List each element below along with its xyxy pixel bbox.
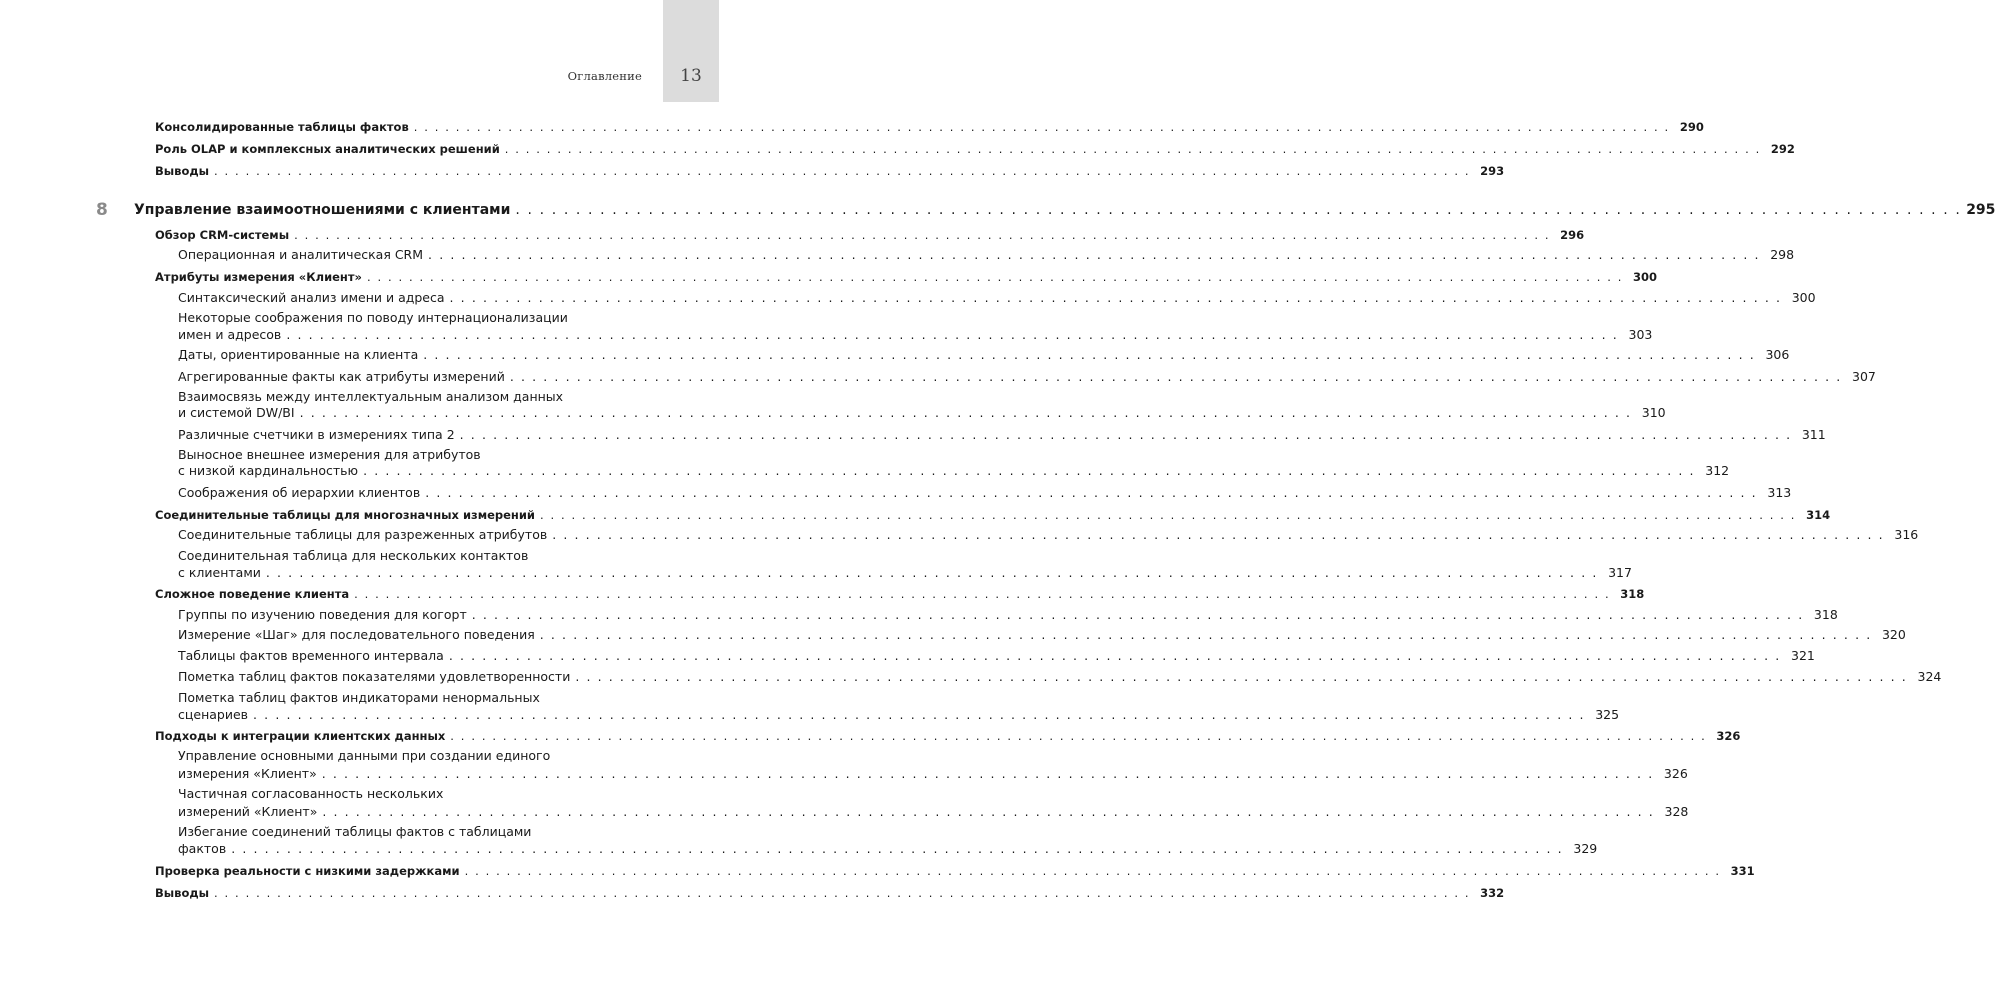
toc-entry-title: Различные счетчики в измерениях типа 2 <box>178 427 455 442</box>
toc-leader-dots: . . . . . . . . . . . . . . . . . . . . . . . . . . . . . . . . . . . . . . . . . . . . . . . . . . . . . . . . . . . . . . . . . . . . . . . . . . . . . . . . . . . . . . . . . . . . . . . . . . . . . . . . . . . . . . . . . . . . . . . . <box>540 508 1797 522</box>
toc-section-entry[interactable] <box>155 120 1704 134</box>
toc-leader-dots: . . . . . . . . . . . . . . . . . . . . . . . . . . . . . . . . . . . . . . . . . . . . . . . . . . . . . . . . . . . . . . . . . . . . . . . . . . . . . . . . . . . . . . . . . . . . . . . . . . . . . . . . . . . . . . . . . . . . . . . . <box>322 804 1655 819</box>
toc-entry-title: Пометка таблиц фактов показателями удовлетворенности <box>178 669 571 684</box>
toc-page-number: 300 <box>1791 290 1816 305</box>
toc-entry-title: измерений «Клиент» <box>178 804 318 819</box>
toc-page-number: 311 <box>1801 427 1826 442</box>
toc-page-number: 316 <box>1894 527 1919 542</box>
toc-entry-title: измерения «Клиент» <box>178 766 317 781</box>
toc-page-number: 313 <box>1767 485 1792 500</box>
toc-subsection-entry[interactable] <box>178 707 1620 722</box>
toc-leader-dots: . . . . . . . . . . . . . . . . . . . . . . . . . . . . . . . . . . . . . . . . . . . . . . . . . . . . . . . . . . . . . . . . . . . . . . . . . . . . . . . . . . . . . . . . . . . . . . . . . . . . . . . . . . . . . . . . . . . . . . . . <box>425 485 1758 500</box>
toc-section-entry[interactable] <box>155 587 1645 601</box>
toc-subsection-entry[interactable] <box>178 804 1689 819</box>
toc-entry-title: Выводы <box>155 886 210 900</box>
toc-entry-title: Синтаксический анализ имени и адреса <box>178 290 445 305</box>
toc-subsection-entry[interactable] <box>178 627 1906 642</box>
toc-page-number: 298 <box>1770 247 1795 262</box>
page-number: 13 <box>680 66 702 86</box>
toc-entry-title: Подходы к интеграции клиентских данных <box>155 729 446 743</box>
toc-entry-title: Даты, ориентированные на клиента <box>178 347 419 362</box>
toc-page-number: 320 <box>1881 627 1906 642</box>
toc-page-number: 328 <box>1664 804 1689 819</box>
toc-leader-dots: . . . . . . . . . . . . . . . . . . . . . . . . . . . . . . . . . . . . . . . . . . . . . . . . . . . . . . . . . . . . . . . . . . . . . . . . . . . . . . . . . . . . . . . . . . . . . . . . . . . . . . . . . . . . . . . . . . . . . . . . <box>253 707 1586 722</box>
toc-entry-title: сценариев <box>178 707 249 722</box>
toc-entry-title: Соображения об иерархии клиентов <box>178 485 421 500</box>
toc-leader-dots: . . . . . . . . . . . . . . . . . . . . . . . . . . . . . . . . . . . . . . . . . . . . . . . . . . . . . . . . . . . . . . . . . . . . . . . . . . . . . . . . . . . . . . . . . . . . . . . . . . . . . . . . . . . . . . . . . . . . . . . . <box>354 587 1611 601</box>
toc-entry-title: Сложное поведение клиента <box>155 587 350 601</box>
toc-entry-title: Проверка реальности с низкими задержками <box>155 864 460 878</box>
toc-page-number: 303 <box>1628 327 1653 342</box>
toc-leader-dots: . . . . . . . . . . . . . . . . . . . . . . . . . . . . . . . . . . . . . . . . . . . . . . . . . . . . . . . . . . . . . . . . . . . . . . . . . . . . . . . . . . . . . . . . . . . . . . . . . . . . . . . . . . . . . . . . . . . . . . . . <box>294 228 1551 242</box>
toc-page-number: 310 <box>1641 405 1666 420</box>
toc-entry-title: и системой DW/BI <box>178 405 295 420</box>
toc-page-number: 317 <box>1608 565 1632 580</box>
toc-page-number: 318 <box>1620 587 1645 601</box>
toc-entry-title: с низкой кардинальностью <box>178 463 359 478</box>
toc-entry-title: фактов <box>178 841 227 856</box>
toc-leader-dots: . . . . . . . . . . . . . . . . . . . . . . . . . . . . . . . . . . . . . . . . . . . . . . . . . . . . . . . . . . . . . . . . . . . . . . . . . . . . . . . . . . . . . . . . . . . . . . . . . . . . . . . . . . . . . . . . . . . . . . . . <box>471 607 1804 622</box>
toc-page-number: 326 <box>1663 766 1688 781</box>
toc-entry-title: Соединительные таблицы для многозначных измерений <box>155 508 535 522</box>
toc-section-entry[interactable] <box>155 508 1831 522</box>
toc-entry-text-line: Пометка таблиц фактов индикаторами ненормальных <box>178 690 540 705</box>
toc-leader-dots: . . . . . . . . . . . . . . . . . . . . . . . . . . . . . . . . . . . . . . . . . . . . . . . . . . . . . . . . . . . . . . . . . . . . . . . . . . . . . . . . . . . . . . . . . . . . . . . . . . . . . . . . . . . . . . . . . . . . . . . . <box>464 864 1721 878</box>
toc-page-number: 295 <box>1966 202 1995 218</box>
toc-page-number: 307 <box>1852 369 1876 384</box>
toc-leader-dots: . . . . . . . . . . . . . . . . . . . . . . . . . . . . . . . . . . . . . . . . . . . . . . . . . . . . . . . . . . . . . . . . . . . . . . . . . . . . . . . . . . . . . . . . . . . . . . . . . . . . . . . . . . . . . . . . . . . . . . . . <box>366 270 1624 284</box>
toc-leader-dots: . . . . . . . . . . . . . . . . . . . . . . . . . . . . . . . . . . . . . . . . . . . . . . . . . . . . . . . . . . . . . . . . . . . . . . . . . . . . . . . . . . . . . . . . . . . . . . . . . . . . . . . . . . . . . . . . . . . . . . . . <box>286 327 1619 342</box>
toc-subsection-entry[interactable] <box>178 327 1653 342</box>
toc-entry-title: Измерение «Шаг» для последовательного поведения <box>178 627 535 642</box>
toc-page-number: 314 <box>1806 508 1831 522</box>
toc-entry-title: Роль OLAP и комплексных аналитических решений <box>155 142 500 156</box>
toc-page-number: 306 <box>1765 347 1790 362</box>
toc-subsection-entry[interactable] <box>178 527 1919 542</box>
toc-section-entry[interactable] <box>155 270 1658 284</box>
chapter-number: 8 <box>96 200 108 220</box>
toc-entry-text-line: Избегание соединений таблицы фактов с таблицами <box>178 824 532 839</box>
toc-leader-dots: . . . . . . . . . . . . . . . . . . . . . . . . . . . . . . . . . . . . . . . . . . . . . . . . . . . . . . . . . . . . . . . . . . . . . . . . . . . . . . . . . . . . . . . . . . . . . . . . . . . . . . . . . . . . . . . . . . . . . . . . <box>423 347 1756 362</box>
toc-entry-text-line: Некоторые соображения по поводу интернационализации <box>178 310 568 325</box>
toc-section-entry[interactable] <box>155 864 1755 878</box>
toc-subsection-entry[interactable] <box>178 347 1790 362</box>
toc-leader-dots: . . . . . . . . . . . . . . . . . . . . . . . . . . . . . . . . . . . . . . . . . . . . . . . . . . . . . . . . . . . . . . . . . . . . . . . . . . . . . . . . . . . . . . . . . . . . . . . . . . . . . . . . . . . . . . . . . . . . . . . . <box>413 120 1670 134</box>
toc-subsection-entry[interactable] <box>178 766 1688 781</box>
toc-subsection-entry[interactable] <box>178 290 1816 305</box>
toc-entry-title: Консолидированные таблицы фактов <box>155 120 409 134</box>
toc-subsection-entry[interactable] <box>178 669 1942 684</box>
toc-page-number: 293 <box>1480 164 1505 178</box>
toc-subsection-entry[interactable] <box>178 405 1666 420</box>
toc-leader-dots: . . . . . . . . . . . . . . . . . . . . . . . . . . . . . . . . . . . . . . . . . . . . . . . . . . . . . . . . . . . . . . . . . . . . . . . . . . . . . . . . . . . . . . . . . . . . . . . . . . . . . . . . . . . . . . . . . . . . . . . . <box>504 142 1761 156</box>
toc-entry-title: Группы по изучению поведения для когорт <box>178 607 467 622</box>
toc-page-number: 326 <box>1716 729 1741 743</box>
toc-leader-dots: . . . . . . . . . . . . . . . . . . . . . . . . . . . . . . . . . . . . . . . . . . . . . . . . . . . . . . . . . . . . . . . . . . . . . . . . . . . . . . . . . . . . . . . . . . . . . . . . . . . . . . . . . . . . . . . . . . . . . . . . <box>552 527 1885 542</box>
toc-entry-text-line: Частичная согласованность нескольких <box>178 786 444 801</box>
toc-entry-title: Атрибуты измерения «Клиент» <box>155 270 362 284</box>
toc-entry-title: Выводы <box>155 164 210 178</box>
toc-entry-text-line: Соединительная таблица для нескольких контактов <box>178 548 529 563</box>
toc-subsection-entry[interactable] <box>178 648 1815 663</box>
toc-entry-title: Обзор CRM-системы <box>155 228 290 242</box>
toc-entry-title: Агрегированные факты как атрибуты измерений <box>178 369 505 384</box>
toc-page-number: 321 <box>1791 648 1815 663</box>
toc-leader-dots: . . . . . . . . . . . . . . . . . . . . . . . . . . . . . . . . . . . . . . . . . . . . . . . . . . . . . . . . . . . . . . . . . . . . . . . . . . . . . . . . . . . . . . . . . . . . . . . . . . . . . . . . . . . . . . . . . . . . . . . . <box>214 886 1471 900</box>
toc-page-number: 318 <box>1813 607 1838 622</box>
toc-leader-dots: . . . . . . . . . . . . . . . . . . . . . . . . . . . . . . . . . . . . . . . . . . . . . . . . . . . . . . . . . . . . . . . . . . . . . . . . . . . . . . . . . . . . . . . . . . . . . . . . . . . . . . . . . . . . . . . . . . . . . . . . <box>459 427 1792 442</box>
toc-section-entry[interactable] <box>155 886 1505 900</box>
toc-page-number: 296 <box>1560 228 1585 242</box>
toc-subsection-entry[interactable] <box>178 247 1795 262</box>
toc-leader-dots: . . . . . . . . . . . . . . . . . . . . . . . . . . . . . . . . . . . . . . . . . . . . . . . . . . . . . . . . . . . . . . . . . . . . . . . . . . . . . . . . . . . . . . . . . . . . . . . . . . . . . . . . . . . . . . . . . . . . . . . . <box>509 369 1842 384</box>
toc-subsection-entry[interactable] <box>178 463 1730 478</box>
toc-page-number: 300 <box>1633 270 1658 284</box>
toc-page-number: 332 <box>1480 886 1505 900</box>
toc-section-entry[interactable] <box>155 228 1585 242</box>
toc-chapter-entry[interactable] <box>134 202 1995 218</box>
toc-leader-dots: . . . . . . . . . . . . . . . . . . . . . . . . . . . . . . . . . . . . . . . . . . . . . . . . . . . . . . . . . . . . . . . . . . . . . . . . . . . . . . . . . . . . . . . . . . . . . . . . . . . . . . . . . . . . . . . . . . . . . . . . <box>515 202 1962 218</box>
toc-leader-dots: . . . . . . . . . . . . . . . . . . . . . . . . . . . . . . . . . . . . . . . . . . . . . . . . . . . . . . . . . . . . . . . . . . . . . . . . . . . . . . . . . . . . . . . . . . . . . . . . . . . . . . . . . . . . . . . . . . . . . . . . <box>448 648 1781 663</box>
toc-leader-dots: . . . . . . . . . . . . . . . . . . . . . . . . . . . . . . . . . . . . . . . . . . . . . . . . . . . . . . . . . . . . . . . . . . . . . . . . . . . . . . . . . . . . . . . . . . . . . . . . . . . . . . . . . . . . . . . . . . . . . . . . <box>575 669 1908 684</box>
toc-entry-title: Таблицы фактов временного интервала <box>178 648 444 663</box>
toc-entry-text-line: Управление основными данными при создании единого <box>178 748 551 763</box>
toc-entry-title: с клиентами <box>178 565 261 580</box>
toc-section-entry[interactable] <box>155 142 1795 156</box>
toc-entry-title: Управление взаимоотношениями с клиентами <box>134 202 511 218</box>
toc-page-number: 325 <box>1595 707 1620 722</box>
toc-page-number: 331 <box>1730 864 1755 878</box>
toc-subsection-entry[interactable] <box>178 565 1632 580</box>
toc-entry-text-line: Взаимосвязь между интеллектуальным анализом данных <box>178 389 564 404</box>
toc-leader-dots: . . . . . . . . . . . . . . . . . . . . . . . . . . . . . . . . . . . . . . . . . . . . . . . . . . . . . . . . . . . . . . . . . . . . . . . . . . . . . . . . . . . . . . . . . . . . . . . . . . . . . . . . . . . . . . . . . . . . . . . . <box>450 729 1707 743</box>
toc-page-number: 324 <box>1917 669 1942 684</box>
toc-leader-dots: . . . . . . . . . . . . . . . . . . . . . . . . . . . . . . . . . . . . . . . . . . . . . . . . . . . . . . . . . . . . . . . . . . . . . . . . . . . . . . . . . . . . . . . . . . . . . . . . . . . . . . . . . . . . . . . . . . . . . . . . <box>363 463 1696 478</box>
toc-subsection-entry[interactable] <box>178 427 1826 442</box>
running-header-title: Оглавление <box>567 69 642 83</box>
toc-section-entry[interactable] <box>155 164 1505 178</box>
toc-leader-dots: . . . . . . . . . . . . . . . . . . . . . . . . . . . . . . . . . . . . . . . . . . . . . . . . . . . . . . . . . . . . . . . . . . . . . . . . . . . . . . . . . . . . . . . . . . . . . . . . . . . . . . . . . . . . . . . . . . . . . . . . <box>265 565 1598 580</box>
toc-entry-title: Операционная и аналитическая CRM <box>178 247 424 262</box>
toc-leader-dots: . . . . . . . . . . . . . . . . . . . . . . . . . . . . . . . . . . . . . . . . . . . . . . . . . . . . . . . . . . . . . . . . . . . . . . . . . . . . . . . . . . . . . . . . . . . . . . . . . . . . . . . . . . . . . . . . . . . . . . . . <box>539 627 1872 642</box>
toc-leader-dots: . . . . . . . . . . . . . . . . . . . . . . . . . . . . . . . . . . . . . . . . . . . . . . . . . . . . . . . . . . . . . . . . . . . . . . . . . . . . . . . . . . . . . . . . . . . . . . . . . . . . . . . . . . . . . . . . . . . . . . . . <box>428 247 1761 262</box>
toc-leader-dots: . . . . . . . . . . . . . . . . . . . . . . . . . . . . . . . . . . . . . . . . . . . . . . . . . . . . . . . . . . . . . . . . . . . . . . . . . . . . . . . . . . . . . . . . . . . . . . . . . . . . . . . . . . . . . . . . . . . . . . . . <box>214 164 1471 178</box>
toc-entry-title: имен и адресов <box>178 327 282 342</box>
toc-leader-dots: . . . . . . . . . . . . . . . . . . . . . . . . . . . . . . . . . . . . . . . . . . . . . . . . . . . . . . . . . . . . . . . . . . . . . . . . . . . . . . . . . . . . . . . . . . . . . . . . . . . . . . . . . . . . . . . . . . . . . . . . <box>231 841 1564 856</box>
toc-page-number: 292 <box>1770 142 1795 156</box>
toc-subsection-entry[interactable] <box>178 485 1792 500</box>
toc-page-number: 329 <box>1573 841 1598 856</box>
toc-entry-title: Соединительные таблицы для разреженных атрибутов <box>178 527 548 542</box>
toc-subsection-entry[interactable] <box>178 369 1876 384</box>
toc-page-number: 290 <box>1679 120 1704 134</box>
toc-leader-dots: . . . . . . . . . . . . . . . . . . . . . . . . . . . . . . . . . . . . . . . . . . . . . . . . . . . . . . . . . . . . . . . . . . . . . . . . . . . . . . . . . . . . . . . . . . . . . . . . . . . . . . . . . . . . . . . . . . . . . . . . <box>299 405 1632 420</box>
toc-leader-dots: . . . . . . . . . . . . . . . . . . . . . . . . . . . . . . . . . . . . . . . . . . . . . . . . . . . . . . . . . . . . . . . . . . . . . . . . . . . . . . . . . . . . . . . . . . . . . . . . . . . . . . . . . . . . . . . . . . . . . . . . <box>321 766 1654 781</box>
toc-entry-text-line: Выносное внешнее измерения для атрибутов <box>178 447 481 462</box>
toc-section-entry[interactable] <box>155 729 1741 743</box>
toc-subsection-entry[interactable] <box>178 607 1838 622</box>
toc-subsection-entry[interactable] <box>178 841 1598 856</box>
toc-leader-dots: . . . . . . . . . . . . . . . . . . . . . . . . . . . . . . . . . . . . . . . . . . . . . . . . . . . . . . . . . . . . . . . . . . . . . . . . . . . . . . . . . . . . . . . . . . . . . . . . . . . . . . . . . . . . . . . . . . . . . . . . <box>449 290 1782 305</box>
toc-page-number: 312 <box>1705 463 1730 478</box>
